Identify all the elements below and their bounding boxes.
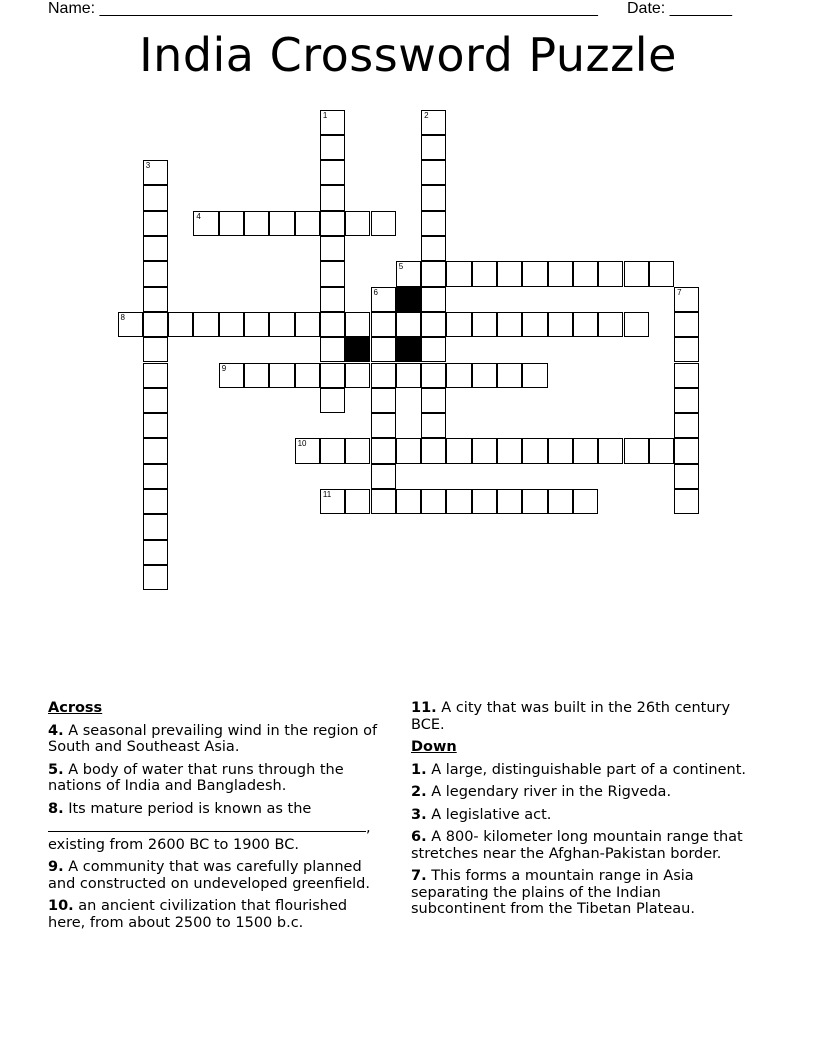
grid-cell[interactable] (320, 312, 345, 337)
clue-text: A large, distinguishable part of a continent. (431, 761, 746, 778)
grid-cell[interactable] (345, 312, 370, 337)
grid-cell[interactable] (320, 261, 345, 286)
grid-cell[interactable] (168, 312, 193, 337)
clue-text: A seasonal prevailing wind in the region of South and Southeast Asia. (48, 722, 378, 755)
grid-cell[interactable] (320, 135, 345, 160)
grid-cell[interactable] (143, 514, 168, 539)
grid-cell[interactable] (143, 489, 168, 514)
grid-cell[interactable] (674, 464, 699, 489)
grid-cell[interactable] (295, 363, 320, 388)
clue-across-5 (48, 762, 388, 795)
grid-cell[interactable] (624, 261, 649, 286)
grid-cell[interactable] (497, 312, 522, 337)
grid-cell[interactable] (497, 261, 522, 286)
grid-cell[interactable] (472, 438, 497, 463)
grid-cell[interactable] (345, 438, 370, 463)
clue-number: 9. (48, 859, 64, 875)
grid-cell[interactable] (421, 261, 446, 286)
grid-cell[interactable] (143, 236, 168, 261)
clue-text: an ancient civilization that flourished here, from about 2500 to 1500 b.c. (48, 898, 348, 931)
cell-number: 4 (196, 211, 201, 221)
grid-cell[interactable] (548, 489, 573, 514)
clue-number: 10. (48, 898, 74, 914)
grid-cell[interactable] (421, 135, 446, 160)
grid-cell[interactable] (320, 388, 345, 413)
cell-number: 6 (373, 287, 378, 297)
clue-down-2 (411, 784, 756, 801)
grid-cell[interactable] (320, 489, 345, 514)
clue-text: A legendary river in the Rigveda. (431, 784, 672, 800)
cell-number: 5 (398, 262, 404, 272)
grid-cell[interactable] (598, 438, 623, 463)
grid-cell[interactable] (244, 312, 269, 337)
grid-cell[interactable] (421, 388, 446, 413)
cell-number: 8 (120, 312, 125, 322)
clue-text: A 800- kilometer long mountain range that stretches near the Afghan-Pakistan border. (411, 829, 743, 862)
grid-cell[interactable] (320, 363, 345, 388)
clue-number: 7. (411, 868, 427, 884)
clue-number: 3. (411, 806, 427, 823)
grid-cell[interactable] (143, 312, 168, 337)
clue-number: 8. (48, 800, 64, 817)
grid-cell[interactable] (497, 438, 522, 463)
clue-text: A community that was carefully planned and constructed on undeveloped greenfield. (48, 859, 370, 892)
grid-cell[interactable] (446, 489, 471, 514)
grid-cell[interactable] (446, 261, 471, 286)
grid-cell[interactable] (143, 160, 168, 185)
clue-across-8: 8. Its mature period is known as the , existing from 2600 BC to 1900 BC. (48, 800, 371, 853)
grid-cell[interactable] (522, 312, 547, 337)
cell-number: 10 (297, 439, 307, 449)
grid-cell[interactable] (421, 211, 446, 236)
grid-cell[interactable] (522, 363, 547, 388)
grid-cell[interactable] (446, 438, 471, 463)
grid-cell[interactable] (371, 363, 396, 388)
grid-cell[interactable] (421, 312, 446, 337)
grid-cell[interactable] (497, 489, 522, 514)
clue-text: A city that was built in the 26th century BCE. (411, 700, 731, 733)
grid-cell[interactable] (421, 489, 446, 514)
grid-cell[interactable] (143, 565, 168, 590)
grid-cell[interactable] (320, 211, 345, 236)
clue-down-1 (411, 762, 756, 779)
grid-cell[interactable] (320, 110, 345, 135)
grid-cell[interactable] (396, 489, 421, 514)
grid-cell[interactable] (371, 489, 396, 514)
cell-number: 7 (677, 287, 682, 297)
grid-cell[interactable] (143, 185, 168, 210)
grid-cell[interactable] (269, 312, 294, 337)
down-heading: Down (411, 739, 457, 755)
clue-across-10 (48, 898, 388, 931)
grid-cell[interactable] (396, 438, 421, 463)
grid-cell[interactable] (674, 337, 699, 362)
grid-cell[interactable] (674, 438, 699, 463)
puzzle-title: India Crossword Puzzle (139, 28, 677, 82)
clue-text: Its mature period is known as the (68, 800, 312, 817)
across-heading: Across (48, 700, 103, 716)
date-field[interactable]: Date: _______ (627, 0, 732, 17)
grid-cell[interactable] (193, 312, 218, 337)
grid-cell[interactable] (472, 363, 497, 388)
grid-cell[interactable] (548, 438, 573, 463)
grid-cell[interactable] (598, 261, 623, 286)
cell-number: 1 (322, 110, 328, 120)
grid-cell[interactable] (320, 438, 345, 463)
grid-cell[interactable] (674, 287, 699, 312)
grid-cell[interactable] (219, 312, 244, 337)
grid-cell[interactable] (320, 337, 345, 362)
clue-across-11 (411, 700, 756, 733)
grid-cell[interactable] (396, 312, 421, 337)
grid-cell[interactable] (421, 337, 446, 362)
clue-down-6 (411, 829, 756, 862)
grid-cell[interactable] (295, 312, 320, 337)
grid-cell[interactable] (674, 388, 699, 413)
grid-cell[interactable] (421, 438, 446, 463)
clue-down-3 (411, 807, 756, 824)
cell-number: 9 (221, 363, 227, 373)
clue-number: 6. (411, 829, 427, 845)
answer-blank (48, 817, 366, 832)
grid-cell[interactable] (674, 363, 699, 388)
clue-number: 5. (48, 761, 64, 778)
grid-cell[interactable] (548, 261, 573, 286)
clues-left-column (48, 700, 388, 937)
grid-cell[interactable] (143, 413, 168, 438)
clue-across-9 (48, 859, 388, 892)
grid-cell[interactable] (219, 363, 244, 388)
grid-cell[interactable] (143, 388, 168, 413)
grid-cell[interactable] (143, 464, 168, 489)
grid-cell[interactable] (421, 413, 446, 438)
grid-cell[interactable] (320, 160, 345, 185)
grid-cell[interactable] (371, 211, 396, 236)
grid-cell[interactable] (244, 363, 269, 388)
grid-cell[interactable] (674, 413, 699, 438)
grid-cell[interactable] (421, 185, 446, 210)
grid-cell[interactable] (143, 363, 168, 388)
clue-text: A legislative act. (431, 806, 552, 823)
grid-cell[interactable] (371, 438, 396, 463)
grid-cell[interactable] (143, 438, 168, 463)
clue-text: This forms a mountain range in Asia separating the plains of the Indian subcontinent from the Tibetan Plateau. (411, 868, 695, 917)
cell-number: 3 (145, 161, 151, 171)
grid-cell[interactable] (269, 211, 294, 236)
grid-cell[interactable] (649, 438, 674, 463)
grid-cell[interactable] (345, 363, 370, 388)
black-square (396, 287, 421, 312)
grid-cell[interactable] (598, 312, 623, 337)
grid-cell[interactable] (143, 261, 168, 286)
grid-cell[interactable] (295, 438, 320, 463)
grid-cell[interactable] (446, 312, 471, 337)
clue-number: 1. (411, 761, 427, 778)
grid-cell[interactable] (421, 110, 446, 135)
grid-cell[interactable] (371, 388, 396, 413)
grid-cell[interactable] (244, 211, 269, 236)
grid-cell[interactable] (269, 363, 294, 388)
grid-cell[interactable] (193, 211, 218, 236)
grid-cell[interactable] (371, 312, 396, 337)
grid-cell[interactable] (118, 312, 143, 337)
black-square (345, 337, 370, 362)
grid-cell[interactable] (143, 337, 168, 362)
grid-cell[interactable] (472, 261, 497, 286)
grid-cell[interactable] (143, 211, 168, 236)
clue-down-7 (411, 868, 756, 918)
grid-cell[interactable] (522, 489, 547, 514)
grid-cell[interactable] (573, 438, 598, 463)
grid-cell[interactable] (573, 489, 598, 514)
grid-cell[interactable] (649, 261, 674, 286)
grid-cell[interactable] (320, 287, 345, 312)
grid-cell[interactable] (624, 312, 649, 337)
clues-right-column (411, 700, 756, 924)
grid-cell[interactable] (371, 464, 396, 489)
black-square (396, 337, 421, 362)
clue-number: 11. (411, 700, 437, 716)
grid-cell[interactable] (548, 312, 573, 337)
grid-cell[interactable] (674, 312, 699, 337)
grid-cell[interactable] (396, 363, 421, 388)
clue-text: existing from 2600 BC to 1900 BC. (48, 836, 299, 853)
grid-cell[interactable] (497, 363, 522, 388)
clue-number: 4. (48, 722, 64, 739)
grid-cell[interactable] (624, 438, 649, 463)
cell-number: 11 (322, 490, 332, 499)
grid-cell[interactable] (573, 312, 598, 337)
grid-cell[interactable] (421, 236, 446, 261)
grid-cell[interactable] (674, 489, 699, 514)
grid-cell[interactable] (320, 185, 345, 210)
grid-cell[interactable] (219, 211, 244, 236)
grid-cell[interactable] (421, 160, 446, 185)
grid-cell[interactable] (345, 489, 370, 514)
grid-cell[interactable] (522, 261, 547, 286)
grid-cell[interactable] (421, 287, 446, 312)
grid-cell[interactable] (371, 413, 396, 438)
clue-number: 2. (411, 784, 427, 800)
grid-cell[interactable] (573, 261, 598, 286)
grid-cell[interactable] (472, 489, 497, 514)
grid-cell[interactable] (472, 312, 497, 337)
name-field[interactable]: Name: ________________________________________________________ (48, 0, 598, 17)
grid-cell[interactable] (371, 287, 396, 312)
grid-cell[interactable] (396, 261, 421, 286)
grid-cell[interactable] (371, 337, 396, 362)
grid-cell[interactable] (522, 438, 547, 463)
clue-text: A body of water that runs through the nations of India and Bangladesh. (48, 761, 344, 794)
grid-cell[interactable] (421, 363, 446, 388)
grid-cell[interactable] (446, 363, 471, 388)
grid-cell[interactable] (345, 211, 370, 236)
grid-cell[interactable] (143, 540, 168, 565)
grid-cell[interactable] (143, 287, 168, 312)
grid-cell[interactable] (320, 236, 345, 261)
cell-number: 2 (424, 110, 429, 120)
grid-cell[interactable] (295, 211, 320, 236)
clue-across-4 (48, 723, 388, 756)
